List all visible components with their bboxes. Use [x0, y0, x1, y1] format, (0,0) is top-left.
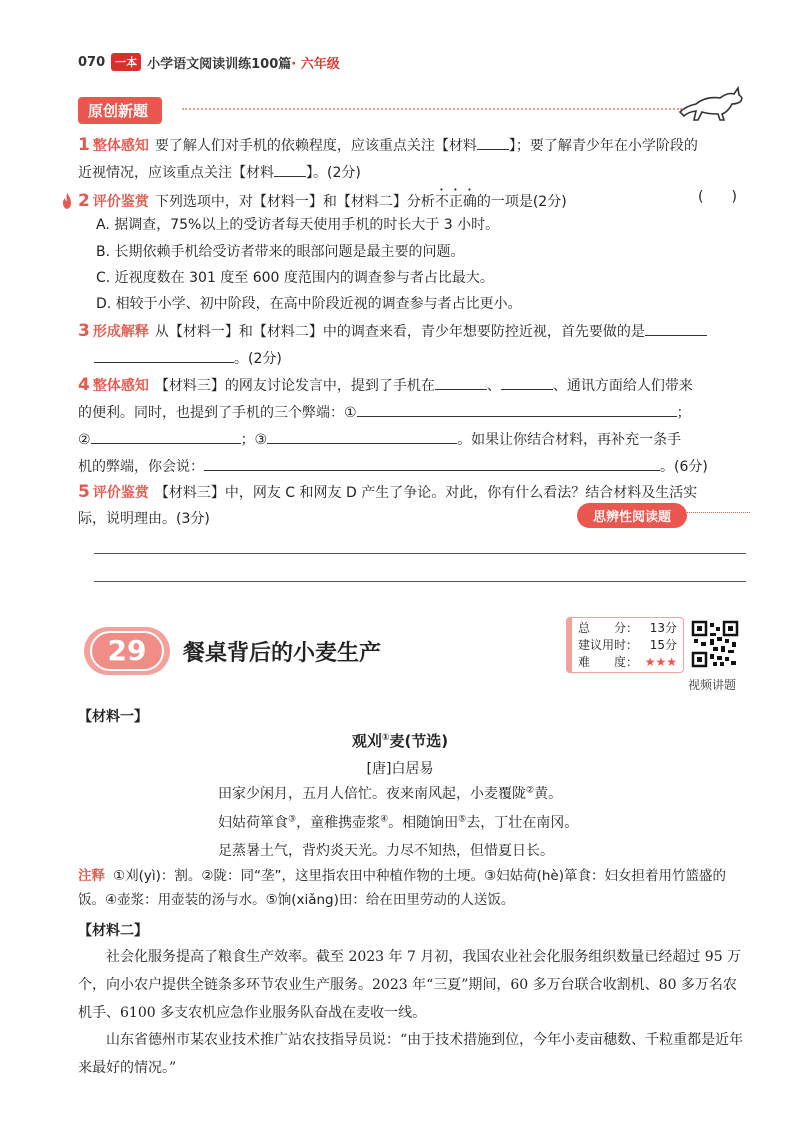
answer-blank[interactable]	[274, 159, 306, 177]
poem-text: 黄。	[534, 786, 563, 802]
lesson-number-badge	[84, 627, 170, 675]
question-text: 的一项是(2分)	[476, 194, 567, 210]
question-tag: 评价鉴赏	[92, 485, 149, 501]
section-banner: 原创新题	[78, 97, 162, 124]
question-text: 。如果让你结合材料，再补充一条手	[457, 432, 682, 448]
notes-text: ①刈(yì)：割。②陇：同“垄”，这里指农田中种植作物的土埂。③妇姑荷(hè)箪食：妇女担着用竹篮盛的饭。④壶浆：用壶装的汤与水。⑤饷(xiǎng)田：给在田里劳动的人送饭。	[78, 868, 726, 908]
info-value: 15分	[649, 638, 677, 652]
footnote-mark: ①	[381, 733, 390, 743]
question-tag: 整体感知	[92, 138, 149, 154]
poem-text: 田家少闲月，五月人倍忙。夜来南风起，小麦覆陇	[218, 786, 526, 802]
question-text: 下列选项中，对【材料一】和【材料二】分析	[154, 194, 435, 210]
answer-blank[interactable]	[645, 318, 707, 336]
question-text: 】。(2分)	[306, 165, 361, 181]
poem-line	[218, 840, 554, 860]
separator: 、	[486, 378, 501, 394]
page-number: 070	[78, 54, 106, 70]
question-4	[78, 372, 750, 480]
question-text: 从【材料一】和【材料二】中的调查来看，青少年想要防控近视，首先要做的是	[154, 324, 645, 340]
option-a[interactable]: A. 据调查，75%以上的受访者每天使用手机的时长大于 3 小时。	[96, 217, 500, 233]
question-tag: 整体感知	[92, 378, 149, 394]
annotations	[78, 864, 748, 912]
brand-logo: 一本	[111, 53, 141, 71]
circle-marker: ②	[78, 432, 91, 448]
option-d[interactable]: D. 相较于小学、初中阶段，在高中阶段近视的调查参与者占比更小。	[96, 296, 522, 312]
answer-blank[interactable]	[501, 372, 553, 390]
footnote-mark: ⑤	[458, 814, 467, 825]
question-text: 际，说明理由。(3分)	[78, 511, 210, 527]
poem-text: 去，丁壮在南冈。	[466, 815, 579, 831]
flame-icon	[60, 192, 74, 210]
poem-title-text: 麦(节选)	[389, 732, 449, 750]
question-text: 、通讯方面给人们带来	[552, 378, 693, 394]
critical-reading-label: 思辨性阅读题	[577, 503, 687, 528]
page-header	[78, 50, 340, 74]
question-1	[78, 132, 748, 186]
footnote-mark: ②	[526, 785, 535, 796]
question-tag: 评价鉴赏	[92, 194, 149, 210]
lesson-number: 29	[90, 631, 164, 671]
question-number: 5	[78, 482, 90, 502]
banner-dotted-line	[182, 108, 682, 110]
poem-text: 妇姑荷箪食	[218, 815, 288, 831]
question-number: 2	[78, 191, 90, 211]
answer-blank[interactable]	[267, 426, 457, 444]
material-1-label: 【材料一】	[78, 709, 148, 725]
material-2-label: 【材料二】	[78, 923, 148, 939]
poem-text: ，童稚携壶浆	[296, 815, 381, 831]
lesson-info-box	[566, 617, 684, 673]
info-label: 难 度：	[578, 655, 639, 669]
question-text: 近视情况，应该重点关注【材料	[78, 165, 274, 181]
poem-title-text: 观刈	[351, 732, 382, 750]
answer-blank[interactable]	[204, 453, 660, 471]
option-c[interactable]: C. 近视度数在 301 度至 600 度范围内的调查参与者占比最大。	[96, 270, 494, 286]
poem-text: 。相随饷田	[388, 815, 459, 831]
lesson-title: 餐桌背后的小麦生产	[183, 641, 382, 666]
cat-icon	[676, 82, 746, 122]
emphasized-text: 不正确	[434, 194, 477, 210]
grade-label: · 六年级	[291, 56, 340, 72]
question-text: 要了解人们对手机的依赖程度，应该重点关注【材料	[154, 138, 477, 154]
poem-text: 足蒸暑土气，背灼炎天光。力尽不知热，但惜夏日长。	[218, 843, 554, 859]
question-text: 。(2分)	[234, 351, 282, 367]
answer-blank[interactable]	[477, 132, 509, 150]
poem-line	[218, 812, 578, 832]
paragraph: 社会化服务提高了粮食生产效率。截至 2023 年 7 月初，我国农业社会化服务组织数量已经超过 95 万个，向小农户提供全链条多环节农业生产服务。2023 年“三夏”期间，60 多万台联合收割机、80 多万名农机手、6100 多支农机应急作业服务队奋战在麦收一线。	[78, 949, 742, 1021]
poem-author: [唐]白居易	[366, 761, 434, 777]
question-text: 的便利。同时，也提到了手机的三个弊端：①	[78, 405, 357, 421]
qr-code-icon[interactable]	[691, 620, 739, 668]
video-label: 视频讲题	[688, 678, 737, 692]
info-label: 建议用时：	[578, 638, 639, 652]
answer-parentheses[interactable]: ( )	[698, 189, 737, 205]
difficulty-stars: ★★★	[644, 655, 677, 669]
question-text: 【材料三】的网友讨论发言中，提到了手机在	[154, 378, 435, 394]
option-b[interactable]: B. 长期依赖手机给受访者带来的眼部问题是最主要的问题。	[96, 244, 465, 260]
answer-line[interactable]	[94, 553, 746, 554]
question-text: 机的弊端，你会说：	[78, 459, 204, 475]
question-tag: 形成解释	[92, 324, 149, 340]
question-number: 4	[78, 375, 90, 395]
poem-line	[218, 783, 562, 803]
poem-title	[0, 730, 800, 751]
notes-label: 注释	[78, 868, 105, 884]
answer-blank[interactable]	[357, 399, 677, 417]
info-label: 总 分：	[578, 621, 639, 635]
footnote-mark: ③	[288, 814, 297, 825]
answer-blank[interactable]	[94, 345, 234, 363]
question-text: 【材料三】中，网友 C 和网友 D 产生了争论。对此，你有什么看法？结合材料及生活实	[154, 485, 698, 501]
paragraph: 山东省德州市某农业技术推广站农技指导员说：“由于技术措施到位，今年小麦亩穗数、千粒重都是近年来最好的情况。”	[78, 1032, 744, 1076]
answer-blank[interactable]	[435, 372, 487, 390]
circle-marker: ；③	[240, 432, 268, 448]
question-2	[78, 186, 567, 215]
question-number: 3	[78, 321, 90, 341]
answer-line[interactable]	[94, 581, 746, 582]
footnote-mark: ④	[380, 814, 389, 825]
question-number: 1	[78, 135, 90, 155]
book-title: 小学语文阅读训练100篇	[147, 56, 292, 72]
answer-blank[interactable]	[91, 426, 241, 444]
info-value: 13分	[649, 621, 677, 635]
question-text: ；	[676, 405, 691, 421]
question-text: 】；要了解青少年在小学阶段的	[508, 138, 698, 154]
question-text: 。(6分)	[660, 459, 708, 475]
question-3	[78, 318, 748, 372]
